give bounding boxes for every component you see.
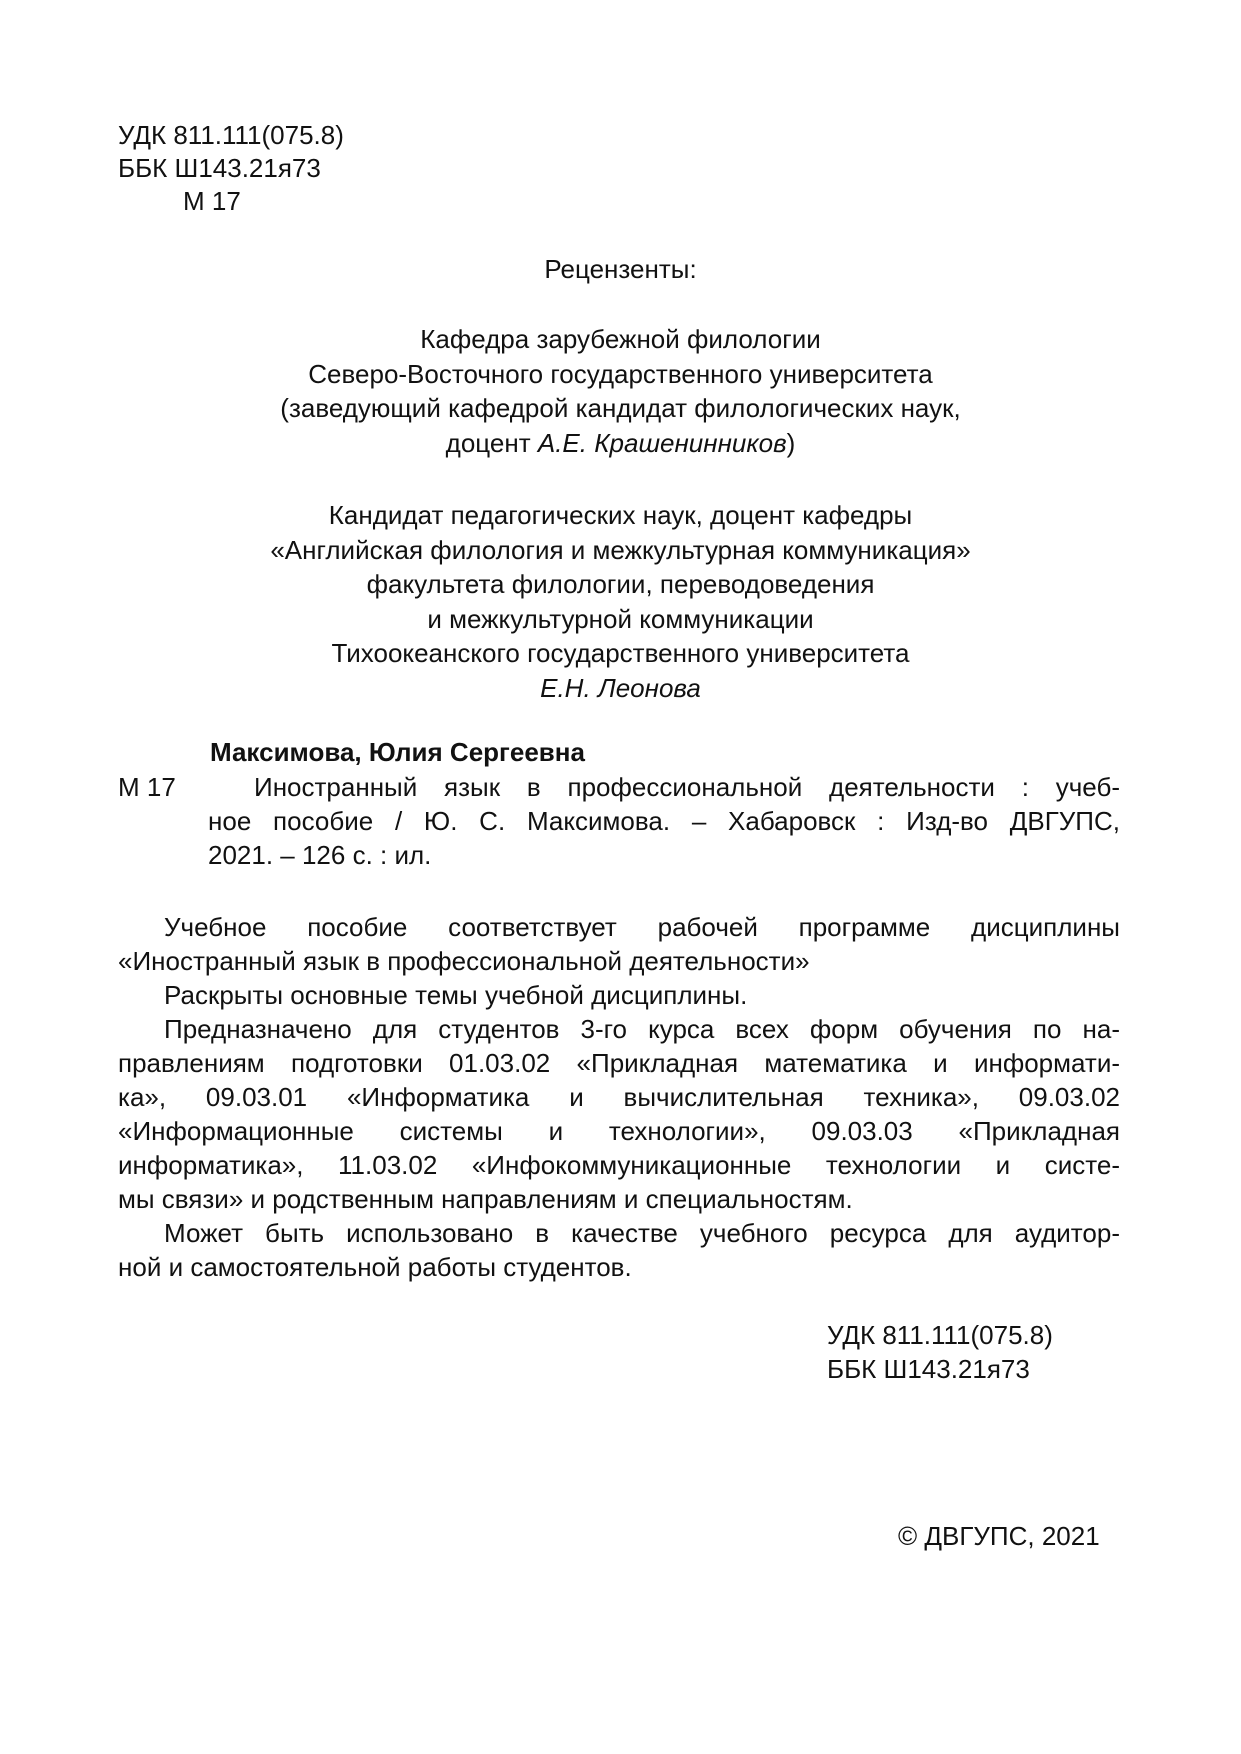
copyright-notice: © ДВГУПС, 2021: [898, 1521, 1100, 1551]
reviewer-second-line: Кандидат педагогических наук, доцент кафедры: [328, 500, 913, 530]
reviewer-first-line: Кафедра зарубежной филологии: [420, 324, 821, 354]
reviewer-name: А.Е. Крашенинников: [537, 427, 787, 458]
bbk-code: ББК Ш143.21я73: [118, 153, 321, 183]
abstract-line: мы связи» и родственным направлениям и специальностям.: [118, 1184, 853, 1214]
abstract-line: Может быть использовано в качестве учебного ресурса для аудитор-: [164, 1218, 1120, 1248]
abstract-line: информатика», 11.03.02 «Инфокоммуникационные технологии и систе-: [118, 1150, 1120, 1180]
reviewer-name: Е.Н. Леонова: [540, 672, 701, 703]
reviewer-position: доцент: [445, 427, 538, 458]
bibliography-line: Иностранный язык в профессиональной деятельности : учеб-: [254, 772, 1120, 802]
abstract-line: «Информационные системы и технологии», 09.03.03 «Прикладная: [118, 1116, 1120, 1146]
abstract-line: ной и самостоятельной работы студентов.: [118, 1252, 632, 1282]
reviewer-first-line: Северо-Восточного государственного университета: [308, 358, 933, 389]
abstract-line: ка», 09.03.01 «Информатика и вычислительная техника», 09.03.02: [118, 1082, 1120, 1112]
closing-paren: ): [786, 427, 796, 458]
abstract-line: «Иностранный язык в профессиональной деятельности»: [118, 946, 810, 976]
reviewers-title: [0, 252, 1241, 287]
abstract-line: Предназначено для студентов 3-го курса всех форм обучения по на-: [164, 1014, 1120, 1044]
author-mark: М 17: [183, 186, 241, 216]
reviewer-second-line: Тихоокеанского государственного университета: [331, 638, 910, 668]
reviewers-title-text: Рецензенты:: [544, 254, 697, 284]
reviewer-block-second: [0, 498, 1241, 705]
reviewer-second-line: «Английская филология и межкультурная коммуникация»: [270, 534, 971, 565]
bibliography-mark: М 17: [118, 772, 176, 802]
reviewer-first-line: (заведующий кафедрой кандидат филологических наук,: [280, 393, 961, 423]
footer-udk-code: УДК 811.111(075.8): [827, 1320, 1053, 1350]
footer-bbk-code: ББК Ш143.21я73: [827, 1354, 1030, 1384]
book-author: Максимова, Юлия Сергеевна: [210, 737, 585, 767]
reviewer-first-line: [0, 426, 1241, 461]
abstract-line: Учебное пособие соответствует рабочей программе дисциплины: [164, 912, 1120, 942]
bibliography-line: ное пособие / Ю. С. Максимова. – Хабаровск : Изд-во ДВГУПС,: [208, 806, 1120, 836]
udk-code: УДК 811.111(075.8): [118, 120, 344, 150]
reviewer-second-line: факультета филологии, переводоведения: [366, 569, 875, 599]
abstract-line: Раскрыты основные темы учебной дисциплины.: [164, 980, 748, 1010]
bibliography-line: 2021. – 126 с. : ил.: [208, 840, 432, 870]
reviewer-block-first: [0, 322, 1241, 460]
abstract-line: правлениям подготовки 01.03.02 «Прикладная математика и информати-: [118, 1048, 1120, 1078]
reviewer-second-line: и межкультурной коммуникации: [427, 603, 814, 634]
